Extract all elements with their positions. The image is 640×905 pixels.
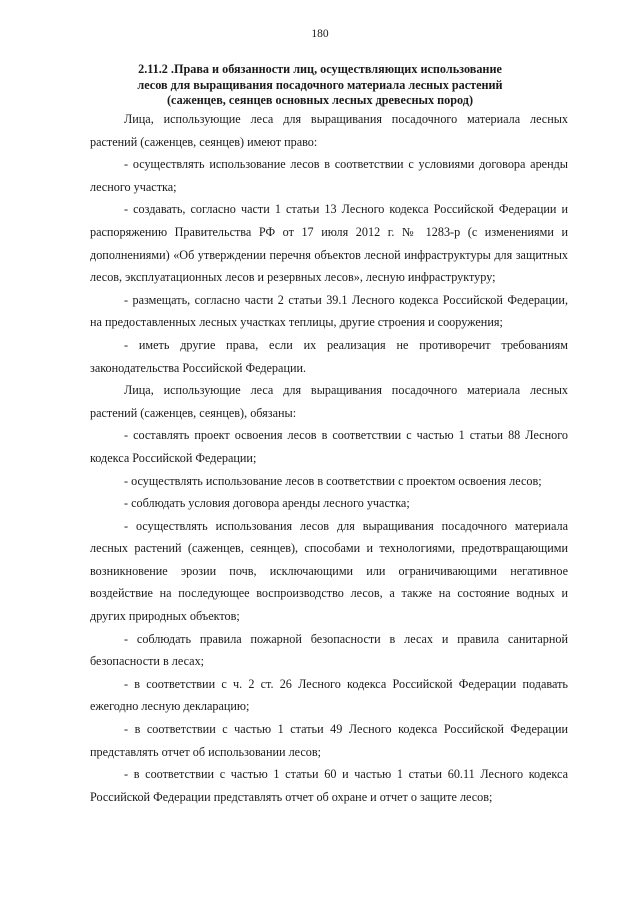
list-item: - осуществлять использование лесов в соответствии с условиями договора аренды лесного участка; [90,157,568,194]
section-heading-line: (саженцев, сеянцев основных лесных древесных пород) [166,93,474,107]
list-item: - в соответствии с ч. 2 ст. 26 Лесного кодекса Российской Федерации подавать ежегодно лесную декларацию; [90,676,568,714]
list-item: - иметь другие права, если их реализация не противоречит требованиям законодательства Российской Федерации. [90,337,568,375]
section-heading-line: 2.11.2 .Права и обязанности лиц, осуществляющих использование [138,62,502,76]
section-heading [90,62,550,109]
list-item: - размещать, согласно части 2 статьи 39.1 Лесного кодекса Российской Федерации, на предоставленных лесных участках теплицы, другие строения и сооружения; [90,292,568,330]
list-item: - осуществлять использования лесов для выращивания посадочного материала лесных растений (саженцев, сеянцев), способами и технологиями, предотвращающими возникновение эрозии почв, исключающими или ограничивающими негативное воздействие на последующее воспроизводство лесов, а также на состояние водных и других природных объектов; [90,518,568,624]
list-item: - в соответствии с частью 1 статьи 60 и частью 1 статьи 60.11 Лесного кодекса Российской Федерации представлять отчет об охране и отчет о защите лесов; [90,767,568,804]
list-item: - соблюдать правила пожарной безопасности в лесах и правила санитарной безопасности в лесах; [90,631,568,669]
list-item: - соблюдать условия договора аренды лесного участка; [124,496,410,511]
section-heading-line: лесов для выращивания посадочного материала лесных растений [137,77,503,92]
list-item: - в соответствии с частью 1 статьи 49 Лесного кодекса Российской Федерации представлять отчет об использовании лесов; [90,722,568,759]
paragraph-duties-intro: Лица, использующие леса для выращивания посадочного материала лесных растений (саженцев, сеянцев), обязаны: [90,383,568,420]
page-number: 180 [311,28,329,40]
body-text [90,108,568,808]
list-item: - составлять проект освоения лесов в соответствии с частью 1 статьи 88 Лесного кодекса Российской Федерации; [90,428,568,465]
list-item: - осуществлять использование лесов в соответствии с проектом освоения лесов; [124,473,542,488]
paragraph-rights-intro: Лица, использующие леса для выращивания посадочного материала лесных растений (саженцев, сеянцев) имеют право: [90,112,568,149]
list-item: - создавать, согласно части 1 статьи 13 Лесного кодекса Российской Федерации и распоряжению Правительства РФ от 17 июля 2012 г. № 1283-р (с изменениями и дополнениями) «Об утверждении перечня объектов лесной инфраструктуры для защитных лесов, эксплуатационных лесов и резервных лесов», лесную инфраструктуру; [90,202,568,285]
